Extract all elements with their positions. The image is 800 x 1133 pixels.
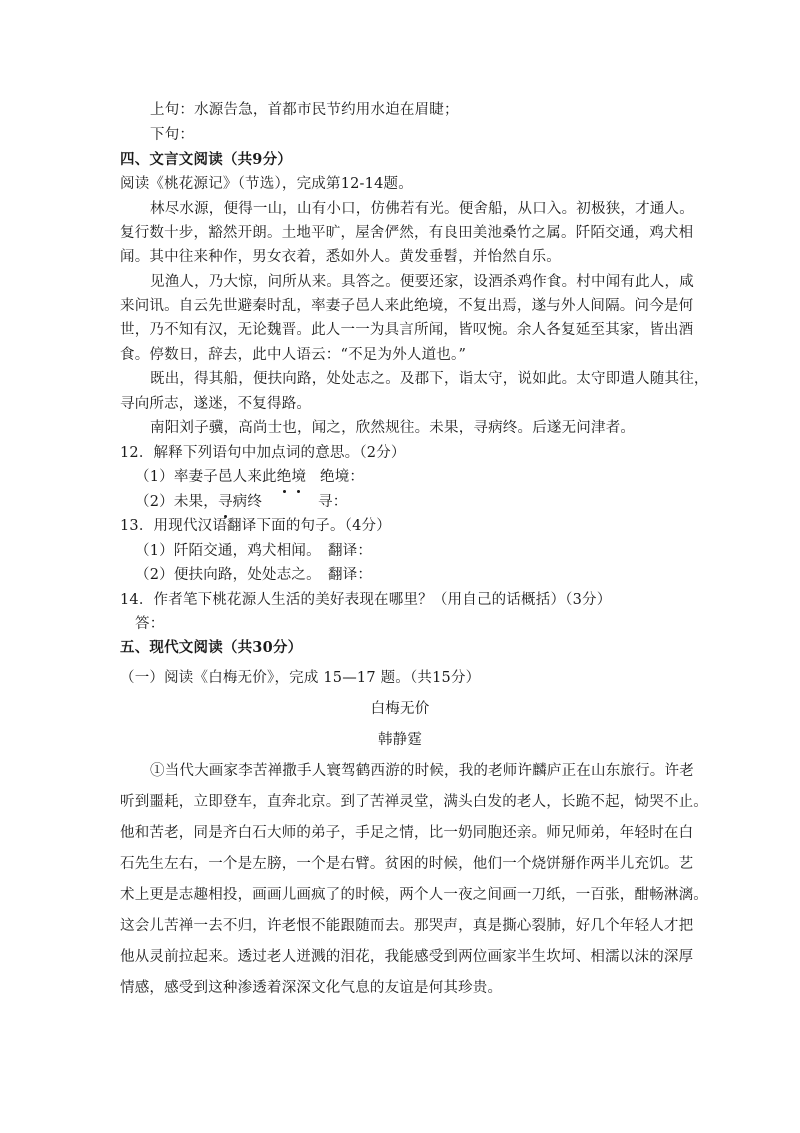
question-12-item-1 bbox=[135, 467, 306, 487]
question-13-item-2-answer-label: 翻译： bbox=[328, 567, 373, 583]
article-p1-line2: 听到噩耗，立即登车，直奔北京。到了苦禅灵堂，满头白发的老人，长跪不起，恸哭不止。 bbox=[120, 794, 708, 810]
section4-heading: 四、文言文阅读（共9分） bbox=[120, 151, 292, 168]
section5-heading: 五、现代文阅读（共30分） bbox=[120, 639, 303, 656]
question-13-item-1: （1）阡陌交通，鸡犬相闻。 bbox=[135, 543, 321, 559]
classical-text-p3-line1: 既出，得其船，便扶向路，处处志之。及郡下，诣太守，说如此。太守即遣人随其往， bbox=[150, 371, 709, 387]
article-p1-line4: 石先生左右，一个是左膀，一个是右臂。贫困的时候，他们一个烧饼掰作两半儿充饥。艺 bbox=[120, 856, 694, 872]
question-12-item-2-text: （2）未果， bbox=[135, 494, 218, 510]
classical-text-p2-line3: 世，乃不知有汉，无论魏晋。此人一一为具言所闻，皆叹惋。余人各复延至其家，皆出酒 bbox=[120, 322, 694, 338]
article-p1-line5: 术上更是志趣相投，画画儿画疯了的时候，两个人一夜之间画一刀纸，一百张，酣畅淋漓。 bbox=[120, 887, 708, 903]
classical-text-p2-line4: 食。停数日，辞去，此中人语云：“不足为外人道也。” bbox=[120, 347, 467, 363]
classical-text-p3-line2: 寻向所志，遂迷，不复得路。 bbox=[120, 396, 312, 412]
classical-text-p2-line2: 来问讯。自云先世避秦时乱，率妻子邑人来此绝境，不复出焉，遂与外人间隔。问今是何 bbox=[120, 298, 694, 314]
question-12-item-1-text: （1）率妻子邑人来此 bbox=[135, 469, 277, 485]
classical-text-p1-line2: 复行数十步，豁然开朗。土地平旷，屋舍俨然，有良田美池桑竹之属。阡陌交通，鸡犬相 bbox=[120, 225, 694, 241]
article-author: 韩静霆 bbox=[377, 732, 423, 748]
article-p1-line3: 他和苦老，同是齐白石大师的弟子，手足之情，比一奶同胞还亲。师兄师弟，年轻时在白 bbox=[120, 825, 694, 841]
couplet-lower-line: 下句： bbox=[150, 127, 195, 143]
emphasis-dot-char: 绝 bbox=[276, 469, 292, 485]
article-p1-line6: 这会儿苦禅一去不归，许老恨不能跟随而去。那哭声，真是撕心裂肺，好几个年轻人才把 bbox=[120, 918, 694, 934]
emphasis-dot-char: 寻 bbox=[217, 494, 233, 510]
emphasis-dot-char: 境 bbox=[291, 469, 307, 485]
article-title: 白梅无价 bbox=[370, 701, 430, 717]
classical-text-p1-line3: 闻。其中往来种作，男女衣着，悉如外人。黄发垂髫，并怡然自乐。 bbox=[120, 249, 561, 265]
question-14: 14．作者笔下桃花源人生活的美好表现在哪里？（用自己的话概括）（3分） bbox=[120, 592, 612, 608]
question-13-item-1-answer-label: 翻译： bbox=[328, 543, 373, 559]
question-12: 12．解释下列语句中加点词的意思。（2分） bbox=[120, 445, 406, 461]
classical-text-p4: 南阳刘子骥，高尚士也，闻之，欣然规往。未果，寻病终。后遂无问津者。 bbox=[150, 420, 636, 436]
classical-text-p1-line1: 林尽水源，便得一山，山有小口，仿佛若有光。便舍船，从口入。初极狭，才通人。 bbox=[150, 201, 694, 217]
question-12-item-1-answer-label: 绝境： bbox=[320, 469, 365, 485]
question-13: 13．用现代汉语翻译下面的句子。（4分） bbox=[120, 518, 391, 534]
question-12-item-2 bbox=[135, 492, 262, 512]
question-14-answer-label: 答： bbox=[135, 616, 165, 632]
question-12-item-2-answer-label: 寻： bbox=[318, 494, 348, 510]
question-13-item-2: （2）便扶向路，处处志之。 bbox=[135, 567, 321, 583]
question-12-item-2-text-post: 病终 bbox=[232, 494, 263, 510]
couplet-upper-line: 上句：水源告急，首都市民节约用水迫在眉睫； bbox=[150, 102, 459, 118]
classical-text-p2-line1: 见渔人，乃大惊，问所从来。具答之。便要还家，设酒杀鸡作食。村中闻有此人，咸 bbox=[150, 274, 694, 290]
section5-intro: （一）阅读《白梅无价》，完成 15—17 题。（共15分） bbox=[120, 670, 481, 686]
article-p1-line7: 他从灵前拉起来。透过老人迸溅的泪花，我能感受到两位画家半生坎坷、相濡以沫的深厚 bbox=[120, 949, 694, 965]
section4-intro: 阅读《桃花源记》（节选），完成第12-14题。 bbox=[120, 176, 413, 192]
article-p1-line8: 情感，感受到这种渗透着深深文化气息的友谊是何其珍贵。 bbox=[120, 980, 503, 996]
article-p1-line1: ①当代大画家李苦禅撒手人寰驾鹤西游的时候，我的老师许麟庐正在山东旅行。许老 bbox=[150, 763, 694, 779]
